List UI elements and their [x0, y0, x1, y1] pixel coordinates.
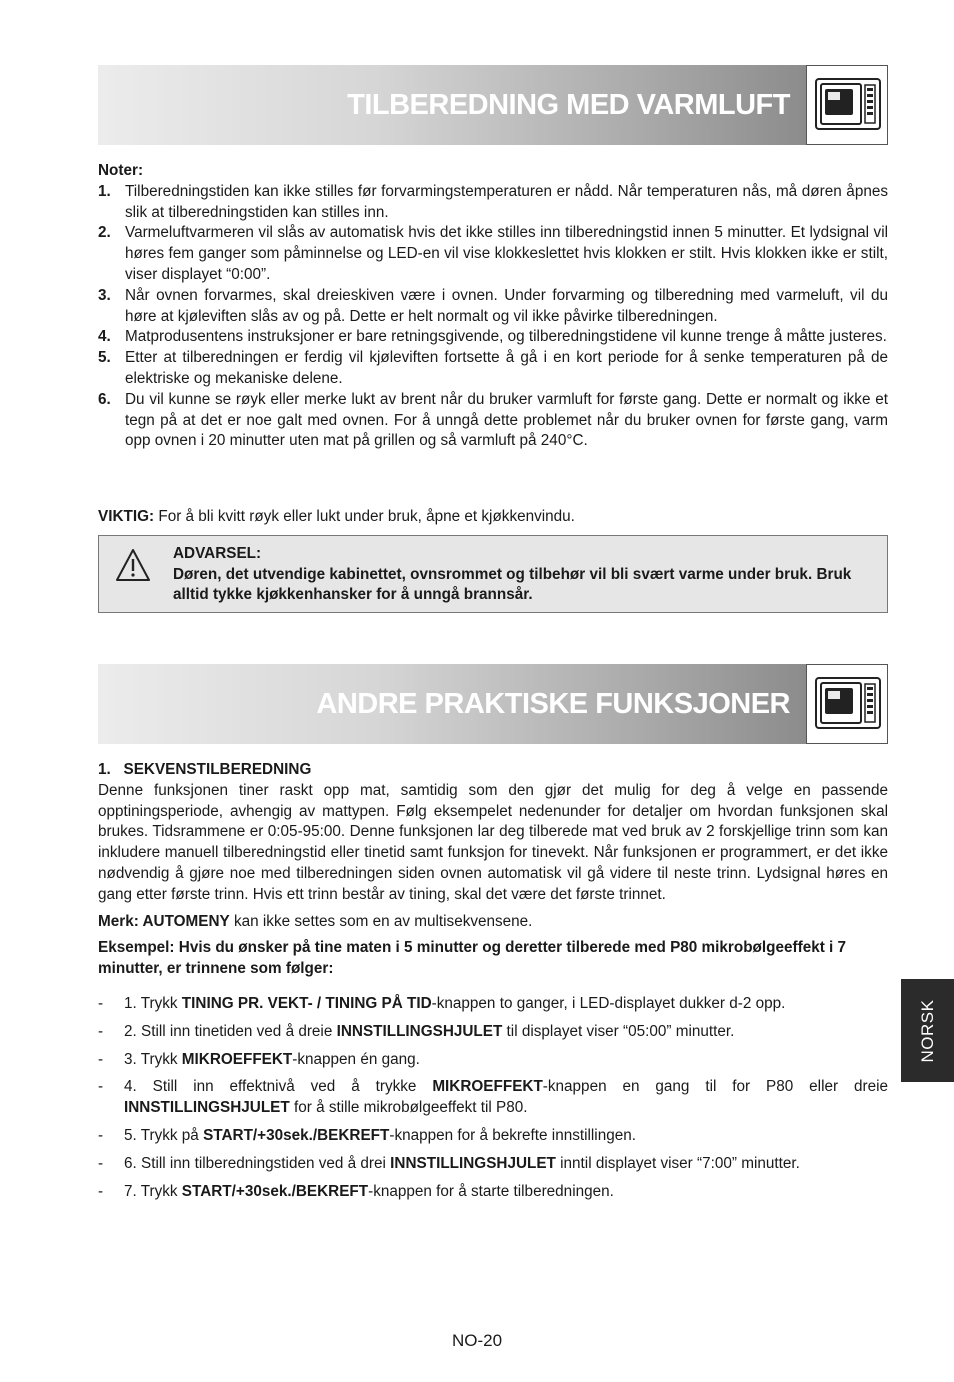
- step-text-e: for å stille mikrobølgeeffekt til P80.: [289, 1099, 528, 1117]
- step-text-a: 6. Still inn tilberedningstiden ved å drei: [124, 1154, 391, 1172]
- step-item: [98, 994, 888, 1015]
- subsection-number: 1.: [98, 761, 111, 778]
- page-number: NO-20: [451, 1331, 503, 1350]
- microwave-icon: [815, 675, 881, 731]
- step-text-c: -knappen to ganger, i LED-displayet dukker d-2 opp.: [431, 994, 786, 1012]
- important-note: [98, 507, 888, 528]
- step-dash: -: [98, 1050, 104, 1068]
- note-number: 4.: [98, 328, 111, 346]
- example-paragraph: Eksempel: Hvis du ønsker på tine maten i 5 minutter og deretter tilberede med P80 mikrobølgeeffekt i 7 minutter, er trinnene som følger:: [98, 939, 847, 978]
- step-item: [98, 1022, 888, 1043]
- step-text-bold: INNSTILLINGSHJULET: [336, 1022, 503, 1040]
- note-text: Varmeluftvarmeren vil slås av automatisk hvis det ikke stilles inn tilberedningstid innen 5 minutter. Et lydsignal vil høres fem ganger som påminnelse og LED-en vil vise klokkeslettet hvis klokken er stilt. Hvis klokken ikke er stilt, viser displayet “0:00”.: [125, 224, 888, 283]
- step-dash: -: [98, 1022, 104, 1040]
- subsection-title: SEKVENSTILBEREDNING: [123, 761, 312, 778]
- note-text: Etter at tilberedningen er ferdig vil kjøleviften fortsette å gå i en kort periode for å senke temperaturen på de elektriske og mekaniske delene.: [125, 349, 888, 387]
- note-item: [98, 223, 888, 285]
- intro-paragraph: Denne funksjonen tiner raskt opp mat, samtidig som den gjør det mulig for deg å velge en passende opptiningsperiode, avhengig av mattypen. Følg eksempelet nedenunder for detaljer om hvordan funksjonen skal brukes. Tidsrammene er 0:05-95:00. Denne funksjonen lar deg tilberede mat ved bruk av 2 forskjellige trinn som kan inkludere manuell tilberedningstid eller tinetid samt funksjon for tinevekt. Når funksjonen er programmert, er det ikke nødvendig å gjøre noe med tilberedningen siden ovnen automatisk vil gå videre til neste trinn. Lydsignal høres en gang etter første trinn. Hvis ett trinn består av tining, skal det være det første trinnet.: [98, 781, 888, 903]
- note-number: 6.: [98, 390, 111, 408]
- step-item: [98, 1077, 888, 1119]
- step-item: [98, 1126, 888, 1147]
- step-text-c: inntil displayet viser “7:00” minutter.: [555, 1154, 800, 1172]
- subsection-heading: [98, 760, 888, 781]
- note-number: 1.: [98, 182, 111, 200]
- section-banner-varmluft: [98, 65, 888, 145]
- note-item: [98, 286, 888, 328]
- steps-list: [98, 994, 888, 1202]
- note-number: 3.: [98, 286, 111, 304]
- note-text: Tilberedningstiden kan ikke stilles før forvarmingstemperaturen er nådd. Når temperaturen nås, må døren åpnes slik at tilberedningstiden kan stilles inn.: [125, 182, 888, 221]
- step-text-bold: START/+30sek./BEKREFT: [181, 1182, 369, 1200]
- note-text: Matprodusentens instruksjoner er bare retningsgivende, og tilberedningstidene vil kunne trenge å måtte justeres.: [125, 328, 887, 346]
- step-text-a: 3. Trykk: [124, 1050, 182, 1068]
- note-item: [98, 390, 888, 452]
- notes-section: [98, 161, 888, 452]
- note-number: 5.: [98, 349, 111, 367]
- step-dash: -: [98, 1154, 104, 1172]
- step-text-a: 5. Trykk på: [124, 1126, 204, 1144]
- step-text-a: 2. Still inn tinetiden ved å dreie: [124, 1022, 337, 1040]
- microwave-icon: [815, 76, 881, 132]
- step-text-c: til displayet viser “05:00” minutter.: [502, 1022, 735, 1040]
- important-label: VIKTIG:: [98, 508, 155, 525]
- section-banner-funksjoner: [98, 664, 888, 744]
- language-label: NORSK: [917, 999, 937, 1062]
- notes-list: [98, 182, 888, 452]
- note-number: 2.: [98, 224, 111, 242]
- step-text-a: 1. Trykk: [124, 994, 182, 1012]
- step-item: [98, 1154, 888, 1175]
- note-bold: AUTOMENY: [138, 912, 230, 930]
- note-item: [98, 182, 888, 224]
- note-paragraph: [98, 912, 888, 933]
- step-dash: -: [98, 994, 104, 1012]
- step-text-c: -knappen for å bekrefte innstillingen.: [389, 1126, 636, 1144]
- note-text: Når ovnen forvarmes, skal dreieskiven være i ovnen. Under forvarming og tilberedning med varmeluft, vil du høre at kjøleviften slås av og på. Dette er helt normalt og vil ikke påvirke tilberedningen.: [125, 286, 888, 325]
- warning-text-block: [173, 544, 873, 606]
- step-dash: -: [98, 1078, 104, 1096]
- step-text-bold: MIKROEFFEKT: [432, 1078, 543, 1096]
- step-text-bold: START/+30sek./BEKREFT: [203, 1126, 390, 1144]
- warning-box: [98, 535, 888, 613]
- language-side-tab: [901, 979, 954, 1082]
- step-text-bold-2: INNSTILLINGSHJULET: [124, 1099, 290, 1117]
- step-text-a: 4. Still inn effektnivå ved å trykke: [124, 1078, 433, 1096]
- note-item: [98, 348, 888, 390]
- sequence-section: [98, 760, 888, 1209]
- step-text-bold: TINING PR. VEKT- / TINING PÅ TID: [181, 994, 432, 1012]
- step-text-bold: MIKROEFFEKT: [181, 1050, 293, 1068]
- warning-triangle-icon: [115, 548, 151, 582]
- step-text-c: -knappen en gang til for P80 eller dreie: [542, 1078, 888, 1096]
- warning-text: Døren, det utvendige kabinettet, ovnsrommet og tilbehør vil bli svært varme under bruk. Bruk alltid tykke kjøkkenhansker for å unngå brannsår.: [173, 565, 852, 603]
- section-title: TILBEREDNING MED VARMLUFT: [347, 89, 790, 121]
- step-text-bold: INNSTILLINGSHJULET: [390, 1154, 556, 1172]
- note-label: Merk:: [98, 912, 139, 930]
- step-item: [98, 1182, 888, 1203]
- note-text: kan ikke settes som en av multisekvensene.: [229, 912, 533, 930]
- step-dash: -: [98, 1126, 104, 1144]
- note-text: Du vil kunne se røyk eller merke lukt av brent når du bruker varmluft for første gang. Dette er normalt og ikke et tegn på at det er noe galt med ovnen. For å unngå dette problemet når du bruker ovnen for første gang, varm opp ovnen i 20 minutter uten mat på grillen og så varmluft på 240°C.: [125, 390, 888, 450]
- step-text-c: -knappen for å starte tilberedningen.: [368, 1182, 614, 1200]
- microwave-icon-frame: [806, 664, 888, 744]
- step-dash: -: [98, 1182, 104, 1200]
- step-text-c: -knappen én gang.: [292, 1050, 420, 1068]
- section-title: ANDRE PRAKTISKE FUNKSJONER: [316, 688, 790, 720]
- warning-title: ADVARSEL:: [173, 545, 262, 562]
- notes-heading: Noter:: [98, 162, 144, 179]
- note-item: [98, 327, 888, 348]
- microwave-icon-frame: [806, 65, 888, 145]
- step-item: [98, 1050, 888, 1071]
- important-text: For å bli kvitt røyk eller lukt under bruk, åpne et kjøkkenvindu.: [154, 508, 575, 525]
- step-text-a: 7. Trykk: [124, 1182, 182, 1200]
